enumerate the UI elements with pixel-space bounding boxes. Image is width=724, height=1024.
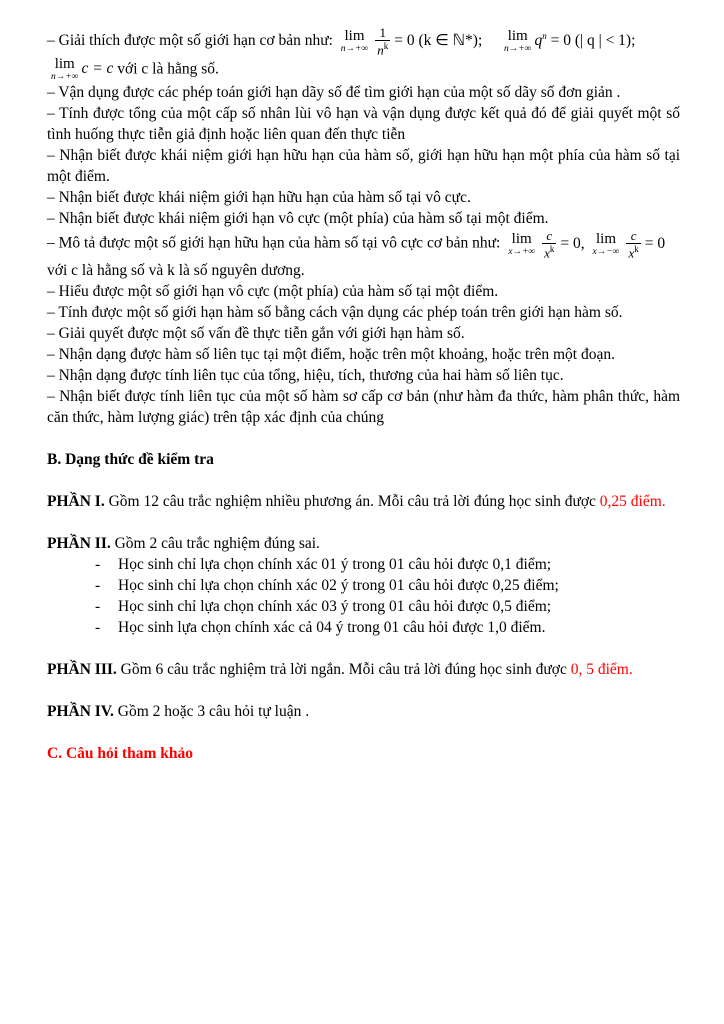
list-item (95, 554, 680, 575)
exponent: k (383, 41, 389, 52)
expression: c = c (81, 60, 114, 78)
limit-formula-c-over-xk-minus (589, 228, 666, 261)
body-text: – Giải thích được một số giới hạn cơ bản như: (47, 32, 333, 50)
fraction-numerator: 1 (379, 25, 386, 41)
exponent: k (549, 244, 555, 255)
bullet-paragraph: – Tính được một số giới hạn hàm số bằng cách vận dụng các phép toán trên giới hạn hàm số. (47, 303, 623, 321)
body-text: Gồm 6 câu trắc nghiệm trả lời ngắn. Mỗi câu trả lời đúng học sinh được (116, 660, 571, 678)
bullet-paragraph: – Nhận dạng được hàm số liên tục tại một điểm, hoặc trên một khoảng, hoặc trên một đoạn. (47, 345, 615, 363)
list-dash-marker: - (95, 618, 101, 636)
body-text: Gồm 12 câu trắc nghiệm nhiều phương án. Mỗi câu trả lời đúng học sinh được (104, 492, 600, 510)
score-highlight: 0, 5 điểm (570, 660, 629, 678)
list-dash-marker: - (95, 597, 101, 615)
lim-word: lim (511, 230, 532, 247)
body-text: . (628, 660, 633, 678)
lim-subscript: n→+∞ (340, 43, 369, 54)
bullet-paragraph: – Tính được tổng của một cấp số nhân lùi vô hạn và vận dụng được kết quả đó để giải quyết một số tình huống thực tiễn giả định hoặc liên quan đến thực tiễn (47, 105, 680, 144)
list-item-text: Học sinh lựa chọn chính xác cả 04 ý trong 01 câu hỏi được 1,0 điểm. (118, 618, 546, 636)
part2-label: PHẦN II. (47, 534, 111, 552)
bullet-paragraph: – Vận dụng được các phép toán giới hạn dãy số để tìm giới hạn của một số dãy số đơn giản . (47, 84, 621, 102)
lim-word: lim (507, 27, 528, 44)
bullet-paragraph: – Nhận dạng được tính liên tục của tổng, hiệu, tích, thương của hai hàm số liên tục. (47, 366, 564, 384)
equation-tail: = 0 (550, 32, 571, 50)
fraction (626, 229, 640, 259)
fraction (542, 229, 556, 259)
lim-word: lim (595, 230, 616, 247)
bullet-paragraph: – Giải quyết được một số vấn đề thực tiễn gắn với giới hạn hàm số. (47, 324, 465, 342)
paragraph-part3 (47, 659, 680, 680)
bullet-paragraph: – Nhận biết được khái niệm giới hạn vô cực (một phía) của hàm số tại một điểm. (47, 210, 549, 228)
limit-formula-constant (47, 55, 114, 82)
lim-operator (508, 232, 535, 258)
paragraph-with-c: với c là hằng số và k là số nguyên dương. (47, 261, 305, 279)
bullet-paragraph: – Nhận biết được khái niệm giới hạn hữu hạn của hàm số, giới hạn hữu hạn một phía của hàm số tại một điểm. (47, 147, 680, 186)
list-item-text: Học sinh chỉ lựa chọn chính xác 01 ý trong 01 câu hỏi được 0,1 điểm; (118, 555, 552, 573)
lim-word: lim (54, 55, 75, 72)
score-highlight: 0,25 điểm (599, 492, 662, 510)
part4-label: PHẦN IV. (47, 702, 114, 720)
lim-operator (51, 57, 78, 83)
fraction-numerator: c (630, 228, 637, 244)
body-text: . (661, 492, 666, 510)
body-text: Gồm 2 hoặc 3 câu hỏi tự luận . (113, 702, 310, 720)
fraction-denominator (542, 243, 556, 259)
exponent: n (542, 31, 547, 41)
list-item-text: Học sinh chỉ lựa chọn chính xác 02 ý trong 01 câu hỏi được 0,25 điểm; (118, 576, 559, 594)
lim-operator (504, 29, 531, 55)
paragraph-part1 (47, 491, 680, 512)
bullet-paragraph: – Nhận biết được tính liên tục của một số hàm sơ cấp cơ bản (như hàm đa thức, hàm phân thức, hàm căn thức, hàm lượng giác) trên tập xác định của chúng (47, 387, 680, 426)
fraction (375, 26, 390, 56)
lim-subscript: n→+∞ (51, 71, 79, 82)
fraction-denominator (626, 243, 640, 259)
variable: x (628, 245, 635, 261)
limit-formula-c-over-xk-plus (504, 228, 585, 261)
part3-label: PHẦN III. (47, 660, 117, 678)
expression (534, 32, 546, 49)
paragraph-describe-limits (47, 229, 680, 259)
section-c-heading: C. Câu hỏi tham khảo (47, 744, 193, 762)
variable: x (544, 245, 550, 261)
equation-tail: = 0 (644, 234, 666, 252)
equation-tail: = 0 (k ∈ ℕ*); (394, 32, 483, 50)
list-item (95, 617, 680, 638)
lim-subscript: n→+∞ (504, 43, 532, 54)
condition-text: (| q | < 1); (574, 32, 636, 50)
list-item (95, 575, 680, 596)
limit-formula-qn (500, 27, 636, 54)
paragraph-part4 (47, 701, 680, 722)
body-text: Gồm 2 câu trắc nghiệm đúng sai. (110, 534, 320, 552)
list-dash-marker: - (95, 555, 101, 573)
part1-label: PHẦN I. (47, 492, 105, 510)
variable: q (534, 32, 543, 50)
paragraph-lim-constant (47, 57, 680, 83)
paragraph-basic-limits (47, 26, 680, 57)
bullet-paragraph: – Nhận biết được khái niệm giới hạn hữu hạn của hàm số tại vô cực. (47, 189, 471, 207)
equation-tail: = 0, (560, 234, 585, 252)
list-dash-marker: - (95, 576, 101, 594)
bullet-paragraph: – Hiểu được một số giới hạn vô cực (một phía) của hàm số tại một điểm. (47, 282, 499, 300)
lim-word: lim (344, 27, 365, 44)
body-text: – Mô tả được một số giới hạn hữu hạn của hàm số tại vô cực cơ bản như: (47, 234, 501, 252)
variable: n (377, 42, 384, 58)
exponent: k (634, 244, 639, 255)
lim-subscript: x→−∞ (592, 246, 620, 257)
section-b-heading: B. Dạng thức đề kiểm tra (47, 450, 214, 468)
fraction-numerator: c (546, 228, 553, 244)
body-text: với c là hằng số. (117, 60, 219, 78)
paragraph-part2 (47, 533, 680, 554)
fraction-denominator (375, 40, 390, 56)
limit-formula-1-over-nk (337, 25, 483, 58)
list-item (95, 596, 680, 617)
lim-subscript: x→+∞ (508, 246, 536, 257)
list-item-text: Học sinh chỉ lựa chọn chính xác 03 ý trong 01 câu hỏi được 0,5 điểm; (118, 597, 552, 615)
lim-operator (341, 29, 368, 55)
lim-operator (593, 232, 620, 258)
